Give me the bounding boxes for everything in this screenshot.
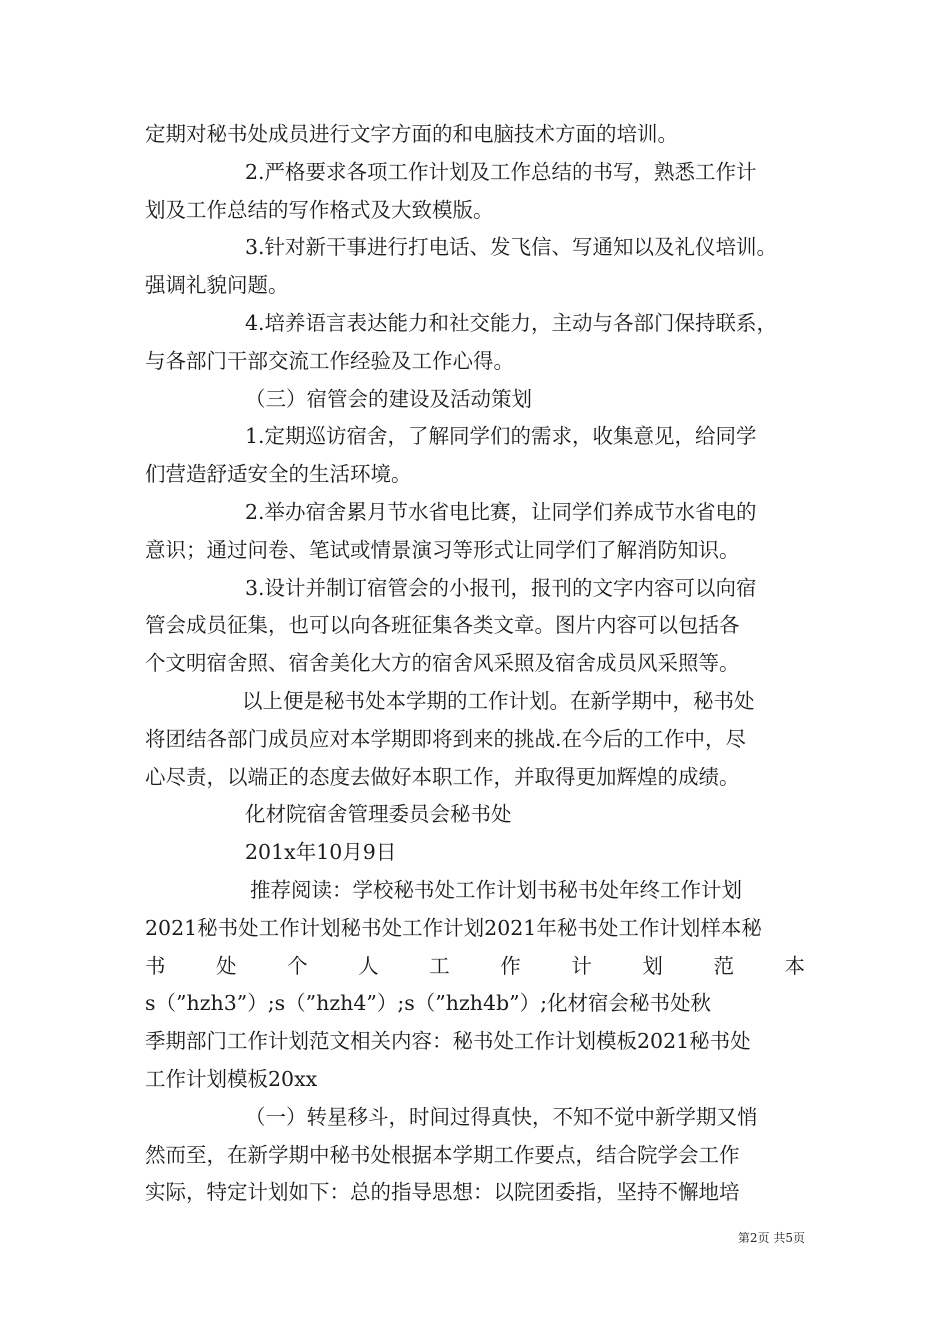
text-line: 3.设计并制订宿管会的小报刊，报刊的文字内容可以向宿 [245,575,757,600]
text-line: 以上便是秘书处本学期的工作计划。在新学期中，秘书处 [242,688,755,713]
text-line: 心尽责，以端正的态度去做好本职工作，并取得更加辉煌的成绩。 [145,764,740,789]
text-line: 然而至，在新学期中秘书处根据本学期工作要点，结合院学会工作 [145,1142,740,1167]
text-line: 实际，特定计划如下：总的指导思想：以院团委指，坚持不懈地培 [145,1180,740,1205]
text-line: 4.培养语言表达能力和社交能力，主动与各部门保持联系， [245,310,778,335]
page-number: 第2页 共5页 [737,1231,805,1245]
text-line: 定期对秘书处成员进行文字方面的和电脑技术方面的培训。 [145,122,678,146]
text-line: 意识；通过问卷、笔试或情景演习等形式让同学们了解消防知识。 [145,537,740,562]
recommended-reading: 推荐阅读：学校秘书处工作计划书秘书处年终工作计划 [250,877,742,902]
text-line: 们营造舒适安全的生活环境。 [145,462,412,487]
text-line: s（”hzh3”）;s（”hzh4”）;s（”hzh4b”）;化材宿会秘书处秋 [145,991,712,1016]
text-line: 管会成员征集，也可以向各班征集各类文章。图片内容可以包括各 [145,613,740,638]
signature-organization: 化材院宿舍管理委员会秘书处 [245,802,512,827]
text-line: 2021秘书处工作计划秘书处工作计划2021年秘书处工作计划样本秘 [145,915,762,940]
section-heading: （三）宿管会的建设及活动策划 [245,386,532,411]
text-line: 与各部门干部交流工作经验及工作心得。 [145,348,514,373]
text-line: 工作计划模板20xx [145,1066,318,1091]
text-line: （一）转星移斗，时间过得真快，不知不觉中新学期又悄 [245,1104,758,1129]
text-line: 3.针对新干事进行打电话、发飞信、写通知以及礼仪培训。 [245,235,778,260]
text-line: 2.举办宿舍累月节水省电比赛，让同学们养成节水省电的 [245,499,757,524]
text-line: 1.定期巡访宿舍，了解同学们的需求，收集意见，给同学 [245,424,757,449]
text-line: 个文明宿舍照、宿舍美化大方的宿舍风采照及宿舍成员风采照等。 [145,651,740,676]
text-line: 划及工作总结的写作格式及大致模版。 [145,197,494,222]
text-line: 强调礼貌问题。 [145,273,289,298]
text-line: 书 处 个 人 工 作 计 划 范 本 [145,953,805,978]
text-line: 将团结各部门成员应对本学期即将到来的挑战.在今后的工作中，尽 [145,726,747,751]
signature-date: 201x年10月9日 [245,840,397,865]
text-line: 2.严格要求各项工作计划及工作总结的书写，熟悉工作计 [245,159,757,184]
document-body [145,116,805,1212]
text-line: 季期部门工作计划范文相关内容：秘书处工作计划模板2021秘书处 [145,1029,751,1054]
